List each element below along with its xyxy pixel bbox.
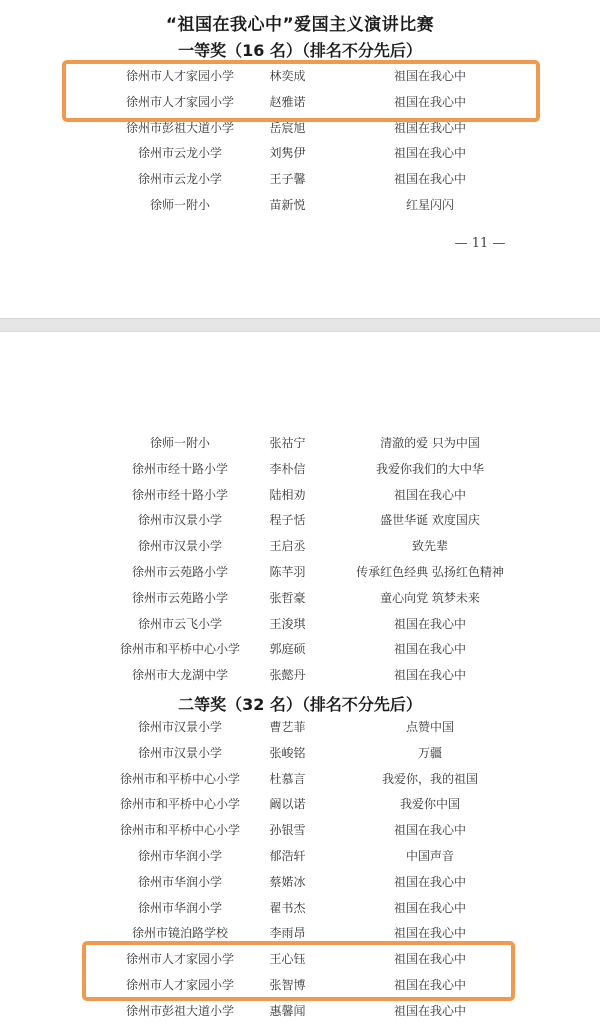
- table-row: [0, 195, 600, 215]
- school-cell: 徐州市云龙小学: [137, 146, 222, 161]
- work-title-cell: 祖国在我心中: [393, 642, 466, 657]
- table-row: [0, 169, 600, 189]
- first-prize-heading: 一等奖（16 名）（排名不分先后）: [178, 41, 422, 60]
- table-row: [0, 820, 600, 840]
- school-cell: 徐州市经十路小学: [131, 487, 228, 502]
- table-row: [0, 614, 600, 634]
- school-cell: 徐州市云苑路小学: [131, 565, 228, 579]
- school-cell: 徐州市和平桥中心小学: [119, 642, 240, 657]
- student-name-cell: 王心钰: [269, 952, 306, 967]
- student-name-cell: 李雨昂: [269, 926, 306, 941]
- work-title-cell: 祖国在我心中: [393, 487, 466, 502]
- work-title-cell: 祖国在我心中: [393, 69, 466, 83]
- school-cell: 徐州市人才家园小学: [125, 69, 234, 83]
- student-name-cell: 李朴信: [269, 461, 306, 476]
- work-title-cell: 祖国在我心中: [393, 668, 466, 683]
- highlight-box-top: [62, 60, 540, 122]
- student-name-cell: 林奕成: [269, 69, 306, 83]
- table-row: [0, 794, 600, 814]
- work-title-cell: 我爱你我们的大中华: [375, 461, 484, 476]
- student-name-cell: 陈芊羽: [269, 565, 306, 579]
- student-name-cell: 陆相劝: [269, 487, 306, 502]
- work-title-cell: 我爱你中国: [399, 797, 460, 812]
- student-name-cell: 郭庭硕: [269, 642, 306, 657]
- school-cell: 徐州市汉景小学: [137, 513, 222, 528]
- school-cell: 徐州市华润小学: [137, 874, 222, 889]
- table-row: [0, 639, 600, 659]
- work-title-cell: 点赞中国: [405, 720, 454, 734]
- document-title: “祖国在我心中”爱国主义演讲比赛: [165, 15, 435, 35]
- student-name-cell: 张祜宁: [269, 436, 306, 450]
- table-row: [0, 898, 600, 918]
- table-row: [0, 510, 600, 530]
- student-name-cell: 程子恬: [269, 513, 306, 528]
- student-name-cell: 赵雅诺: [269, 94, 306, 109]
- school-cell: 徐州市彭祖大道小学: [125, 1003, 234, 1018]
- school-cell: 徐州市人才家园小学: [125, 94, 234, 109]
- table-row: [0, 485, 600, 505]
- work-title-cell: 万疆: [417, 745, 442, 760]
- work-title-cell: 清澈的爱 只为中国: [380, 436, 480, 450]
- highlight-box-bottom: [82, 941, 515, 1001]
- work-title-cell: 祖国在我心中: [393, 978, 466, 992]
- school-cell: 徐州市华润小学: [137, 900, 222, 915]
- student-name-cell: 张哲豪: [269, 590, 306, 605]
- school-cell: 徐州市云苑路小学: [131, 590, 228, 605]
- table-row: [0, 588, 600, 608]
- student-name-cell: 刘隽伊: [269, 146, 306, 161]
- student-name-cell: 阚以诺: [269, 797, 306, 812]
- table-row: [0, 769, 600, 789]
- work-title-cell: 中国声音: [405, 849, 454, 863]
- page-separator: [0, 318, 600, 332]
- table-row: [0, 846, 600, 866]
- school-cell: 徐州市和平桥中心小学: [119, 797, 240, 812]
- student-name-cell: 杜慕言: [269, 771, 306, 786]
- school-cell: 徐州市云飞小学: [137, 616, 222, 631]
- document-page-2: [0, 332, 600, 1023]
- student-name-cell: 蔡婼冰: [269, 874, 306, 889]
- student-name-cell: 苗新悦: [269, 198, 306, 212]
- table-row: [0, 1001, 600, 1021]
- student-name-cell: 翟书杰: [269, 900, 306, 915]
- work-title-cell: 祖国在我心中: [393, 823, 466, 838]
- school-cell: 徐州市汉景小学: [137, 539, 222, 554]
- student-name-cell: 张懿丹: [269, 668, 306, 683]
- table-row: [0, 536, 600, 556]
- document-page-1: [0, 0, 600, 318]
- table-row: [0, 717, 600, 737]
- page-number: — 11 —: [454, 236, 506, 251]
- student-name-cell: 张峻铭: [269, 745, 306, 760]
- school-cell: 徐师一附小: [149, 436, 210, 450]
- student-name-cell: 郁浩轩: [269, 849, 306, 863]
- school-cell: 徐师一附小: [149, 198, 210, 212]
- student-name-cell: 惠馨闻: [269, 1003, 306, 1018]
- school-cell: 徐州市人才家园小学: [125, 952, 234, 967]
- school-cell: 徐州市和平桥中心小学: [119, 771, 240, 786]
- second-prize-heading: 二等奖（32 名）（排名不分先后）: [178, 695, 422, 714]
- work-title-cell: 祖国在我心中: [393, 874, 466, 889]
- work-title-cell: 传承红色经典 弘扬红色精神: [356, 565, 504, 579]
- student-name-cell: 王子馨: [269, 172, 306, 187]
- school-cell: 徐州市人才家园小学: [125, 978, 234, 992]
- student-name-cell: 岳宸旭: [269, 120, 306, 135]
- work-title-cell: 祖国在我心中: [393, 926, 466, 941]
- work-title-cell: 盛世华诞 欢度国庆: [380, 513, 480, 528]
- table-row: [0, 143, 600, 163]
- table-row: [0, 872, 600, 892]
- work-title-cell: 红星闪闪: [405, 198, 454, 212]
- school-cell: 徐州市华润小学: [137, 849, 222, 863]
- school-cell: 徐州市经十路小学: [131, 461, 228, 476]
- school-cell: 徐州市彭祖大道小学: [125, 120, 234, 135]
- school-cell: 徐州市云龙小学: [137, 172, 222, 187]
- work-title-cell: 童心向党 筑梦未来: [380, 590, 480, 605]
- work-title-cell: 我爱你，我的祖国: [381, 771, 478, 786]
- table-row: [0, 459, 600, 479]
- table-row: [0, 562, 600, 582]
- student-name-cell: 曹艺菲: [269, 720, 306, 734]
- work-title-cell: 祖国在我心中: [393, 94, 466, 109]
- school-cell: 徐州市汉景小学: [137, 720, 222, 734]
- work-title-cell: 祖国在我心中: [393, 120, 466, 135]
- work-title-cell: 致先辈: [411, 539, 448, 554]
- work-title-cell: 祖国在我心中: [393, 1003, 466, 1018]
- student-name-cell: 王启丞: [269, 539, 306, 554]
- work-title-cell: 祖国在我心中: [393, 172, 466, 187]
- school-cell: 徐州市和平桥中心小学: [119, 823, 240, 838]
- student-name-cell: 张智博: [269, 978, 306, 992]
- table-row: [0, 433, 600, 453]
- school-cell: 徐州市镜泊路学校: [131, 926, 228, 941]
- school-cell: 徐州市汉景小学: [137, 745, 222, 760]
- work-title-cell: 祖国在我心中: [393, 952, 466, 967]
- table-row: [0, 665, 600, 685]
- work-title-cell: 祖国在我心中: [393, 146, 466, 161]
- work-title-cell: 祖国在我心中: [393, 616, 466, 631]
- student-name-cell: 王浚琪: [269, 616, 306, 631]
- school-cell: 徐州市大龙湖中学: [131, 668, 228, 683]
- student-name-cell: 孙银雪: [269, 823, 306, 838]
- work-title-cell: 祖国在我心中: [393, 900, 466, 915]
- table-row: [0, 743, 600, 763]
